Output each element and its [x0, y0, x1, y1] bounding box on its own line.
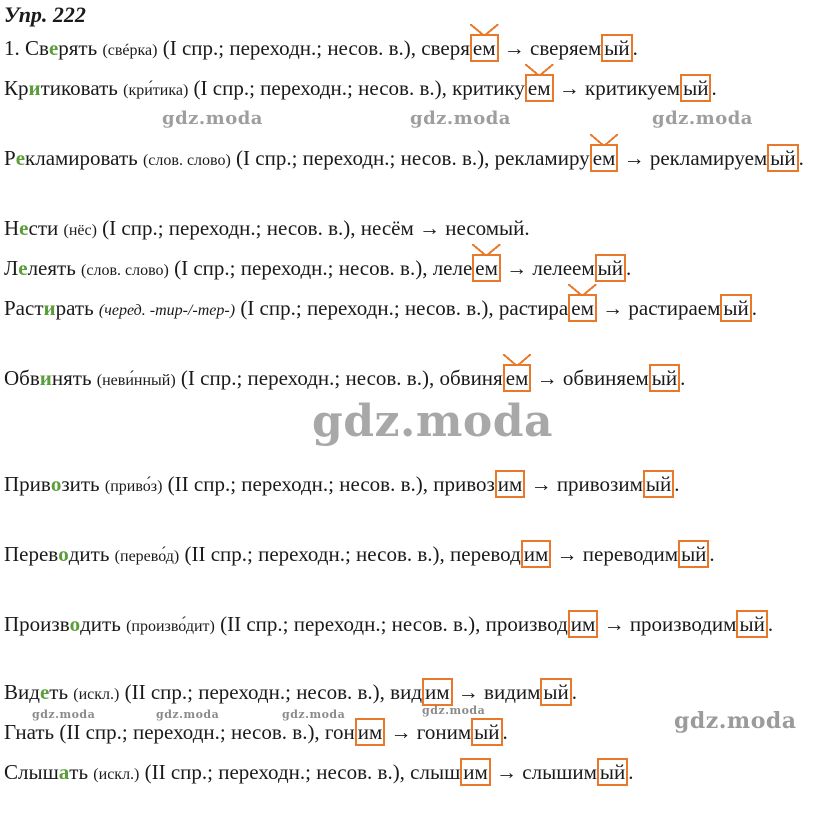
watermark: gdz.moda: [312, 396, 554, 447]
check-word: (произво́дит): [126, 618, 215, 635]
ending-box: ый: [767, 144, 798, 172]
ending-box: ый: [471, 718, 502, 746]
entry-5: Лелеять (слов. слово) (I спр.; переходн.; несов. в.), леле ем → лелеем ый .: [4, 256, 632, 280]
ending-box: ем: [525, 74, 554, 102]
ending-box: ый: [643, 470, 674, 498]
checked-vowel: е: [39, 680, 50, 704]
watermark: gdz.moda: [156, 708, 220, 721]
checked-vowel: е: [48, 36, 59, 60]
check-word: (нёс): [63, 222, 97, 239]
entry-6: Растирать (черед. -тир-/-тер-) (I спр.; переходн.; несов. в.), растира ем → растираем ый .: [4, 296, 757, 320]
check-word: (черед. -тир-/-тер-): [98, 302, 236, 319]
checked-vowel: и: [39, 366, 52, 390]
entry-2: Критиковать (кри́тика) (I спр.; переходн.; несов. в.), критику ем → критикуем ый .: [4, 76, 717, 100]
entry-3: Рекламировать (слов. слово) (I спр.; переходн.; несов. в.), рекламиру ем → рекламируем ый .: [4, 146, 804, 170]
ending-box: им: [568, 610, 599, 638]
ending-box: ый: [678, 540, 709, 568]
entry-4: Нести (нёс) (I спр.; переходн.; несов. в.), несём → несомый.: [4, 216, 530, 240]
entry-7: Обвинять (неви́нный) (I спр.; переходн.; несов. в.), обвиня ем → обвиняем ый .: [4, 366, 686, 390]
checked-vowel: е: [18, 256, 28, 280]
checked-vowel: и: [28, 76, 41, 100]
ending-box: ем: [568, 294, 597, 322]
check-word: (кри́тика): [123, 82, 189, 99]
watermark: gdz.moda: [674, 708, 797, 734]
check-word: (неви́нный): [96, 372, 176, 389]
watermark: gdz.moda: [162, 108, 263, 129]
check-word: (искл.): [93, 766, 140, 783]
ending-box: ем: [470, 34, 499, 62]
checked-vowel: о: [58, 542, 69, 566]
entry-number: 1.: [4, 36, 25, 60]
entry-1: 1. Сверять (свéрка) (I спр.; переходн.; несов. в.), сверя ем → сверяем ый .: [4, 36, 638, 60]
entry-11: Видеть (искл.) (II спр.; переходн.; несов. в.), вид им → видим ый .: [4, 680, 578, 704]
watermark: gdz.moda: [282, 708, 346, 721]
ending-box: ем: [472, 254, 501, 282]
checked-vowel: е: [15, 146, 26, 170]
entry-8: Привозить (приво́з) (II спр.; переходн.; несов. в.), привоз им → привозим ый .: [4, 472, 680, 496]
check-word: (свéрка): [102, 42, 158, 59]
check-word: (перево́д): [114, 548, 180, 565]
ending-box: им: [521, 540, 552, 568]
check-word: (искл.): [73, 686, 120, 703]
entry-12: Гнать (II спр.; переходн.; несов. в.), гон им → гоним ый .: [4, 720, 508, 744]
ending-box: ый: [736, 610, 767, 638]
ending-box: им: [355, 718, 386, 746]
check-word: (приво́з): [104, 478, 163, 495]
entry-10: Производить (произво́дит) (II спр.; переходн.; несов. в.), производ им → производим ый .: [4, 612, 774, 636]
ending-box: ый: [540, 678, 571, 706]
exercise-title: Упр. 222: [4, 2, 86, 27]
ending-box: ем: [503, 364, 532, 392]
ending-box: ый: [720, 294, 751, 322]
ending-box: ем: [590, 144, 619, 172]
watermark: gdz.moda: [652, 108, 753, 129]
ending-box: ый: [649, 364, 680, 392]
ending-box: ый: [601, 34, 632, 62]
entry-9: Переводить (перево́д) (II спр.; переходн.; несов. в.), перевод им → переводим ый .: [4, 542, 715, 566]
checked-vowel: о: [50, 472, 62, 496]
ending-box: ый: [597, 758, 628, 786]
ending-box: им: [460, 758, 491, 786]
watermark: gdz.moda: [422, 704, 486, 717]
checked-vowel: е: [19, 216, 29, 240]
checked-vowel: и: [43, 296, 56, 320]
ending-box: им: [422, 678, 453, 706]
check-word: (слов. слово): [142, 152, 231, 169]
watermark: gdz.moda: [32, 708, 96, 721]
checked-vowel: о: [69, 612, 81, 636]
ending-box: ый: [595, 254, 626, 282]
checked-vowel: а: [58, 760, 70, 784]
ending-box: им: [495, 470, 526, 498]
entry-13: Слышать (искл.) (II спр.; переходн.; несов. в.), слыш им → слышим ый .: [4, 760, 634, 784]
ending-box: ый: [680, 74, 711, 102]
watermark: gdz.moda: [410, 108, 511, 129]
check-word: (слов. слово): [81, 262, 169, 279]
